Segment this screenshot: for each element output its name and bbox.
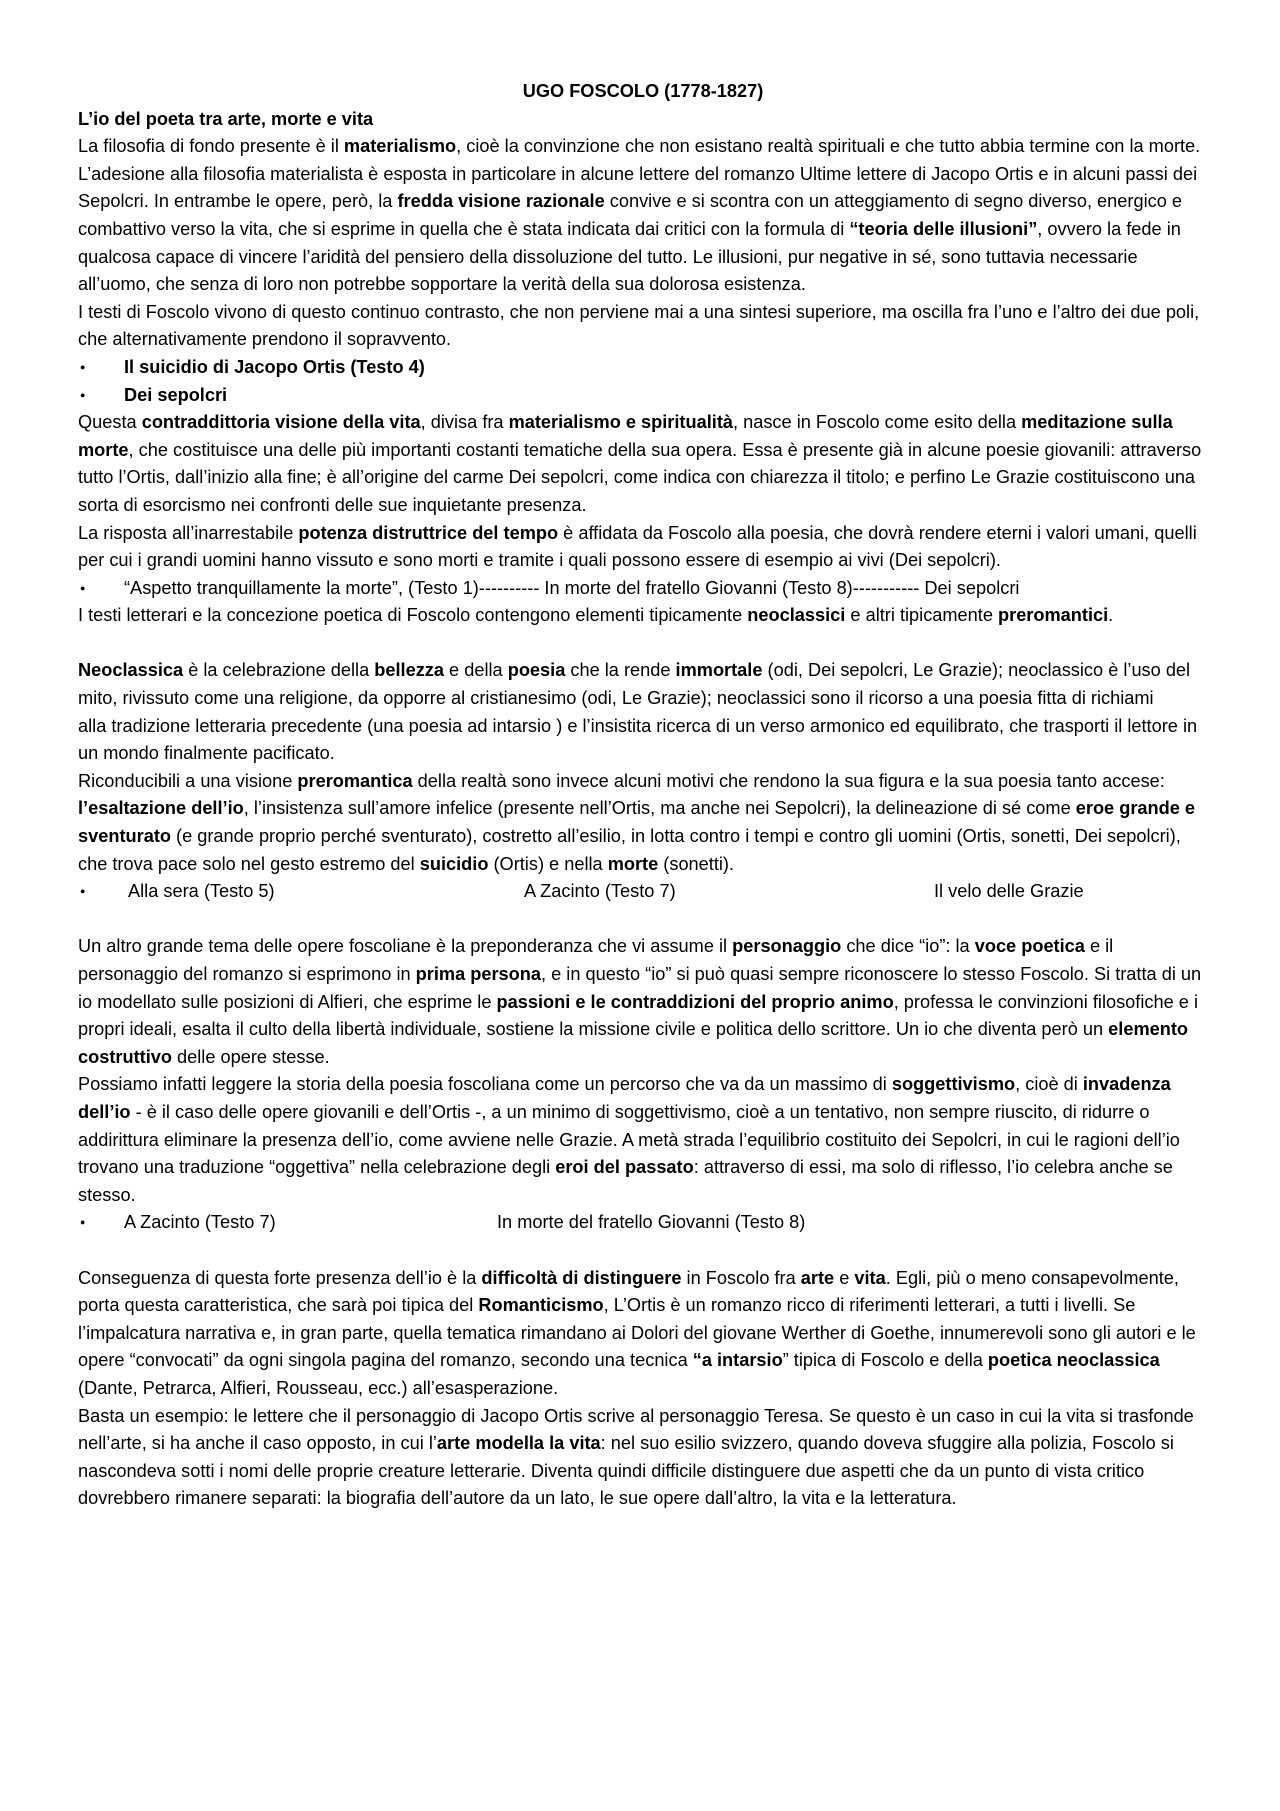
paragraph <box>78 933 1208 1071</box>
document-title: UGO FOSCOLO (1778-1827) <box>522 81 764 101</box>
bullet-item <box>78 382 1208 410</box>
text-run: e il personaggio del romanzo si esprimono in <box>78 936 1114 984</box>
paragraph <box>78 657 1208 712</box>
text-run: . Egli, più o meno consapevolmente, porta questa caratteristica, che sarà poi tipica del <box>78 1267 1179 1316</box>
bold-text: suicidio <box>419 853 489 874</box>
text-run: , l’insistenza sull’amore infelice (presente nell’Ortis, ma anche nei Sepolcri), la delineazione di sé come <box>243 798 1076 819</box>
text-run: (sonetti). <box>658 853 735 874</box>
paragraph <box>78 1265 1208 1403</box>
text-run: , professa le convinzioni filosofiche e i propri ideali, esalta il culto della libertà individuale, sostiene la missione civile e politica dello scrittore. Un io che diventa però un <box>78 991 1198 1040</box>
paragraph <box>78 133 1208 161</box>
bold-text: preromantici <box>998 605 1109 626</box>
bold-text: difficoltà di distinguere <box>481 1267 682 1288</box>
text-run: Basta un esempio: le lettere che il personaggio di Jacopo Ortis scrive al personaggio Teresa. Se questo è un caso in cui la vita si trasfonde nell’arte, si ha anche il caso opposto, in cui l’ <box>78 1405 1194 1454</box>
text-run: : nel suo esilio svizzero, quando doveva sfuggire alla polizia, Foscolo si nascondeva sotti i nomi delle proprie creature letterarie. Diventa quindi difficile distinguere due aspetti che da un punto di vista critico dovrebbero rimanere separati: la biografia dell’autore da un lato, le sue opere dall’altro, la vita e la letteratura. <box>78 1433 1174 1509</box>
text-run: , cioè di <box>1015 1074 1083 1095</box>
bold-text: materialismo e spiritualità <box>508 412 733 433</box>
bold-text: eroi del passato <box>555 1157 694 1178</box>
text-run: I testi letterari e la concezione poetica di Foscolo contengono elementi tipicamente <box>78 605 748 626</box>
text-run: - è il caso delle opere giovanili e dell’Ortis -, a un minimo di soggettivismo, cioè a un tentativo, non sempre riuscito, di ridurre o addirittura eliminare la presenza dell’io, come avviene nelle Grazie. A metà strada l’equilibrio costituito dei Sepolcri, in cui le ragioni dell’io trovano una traduzione “oggettiva” nella celebrazione degli <box>78 1101 1180 1178</box>
text-run: e altri tipicamente <box>845 605 998 626</box>
paragraph <box>78 602 1208 630</box>
text-run: è affidata da Foscolo alla poesia, che dovrà rendere eterni i valori umani, quelli per cui i grandi uomini hanno vissuto e sono morti e tramite i quali possono essere di esempio ai vivi (Dei sepolcri). <box>78 522 1197 571</box>
paragraph <box>78 1071 1208 1209</box>
paragraph <box>78 409 1208 519</box>
text-run: ” tipica di Foscolo e della <box>782 1350 988 1371</box>
text-run: , L’Ortis è un romanzo ricco di riferimenti letterari, a tutti i livelli. Se l’impalcatura narrativa e, in gran parte, quella tematica rimandano ai Dolori del giovane Werther di Goethe, innumerevoli sono gli autori e le opere “convocati” da ogni singola pagina del romanzo, secondo una tecnica <box>78 1295 1196 1371</box>
text-run: , nasce in Foscolo come esito della <box>733 412 1022 433</box>
spacer <box>78 630 1208 658</box>
text-run: e della <box>444 660 508 681</box>
text-run: (Ortis) e nella <box>488 853 608 874</box>
text-run: , che costituisce una delle più importanti costanti tematiche della sua opera. Essa è presente già in alcune poesie giovanili: attraverso tutto l’Ortis, dall’inizio alla fine; è all’origine del carme Dei sepolcri, come indica con chiarezza il titolo; e perfino Le Grazie costituiscono una sorta di esorcismo nei confronti delle sue inquietante presenza. <box>78 439 1202 515</box>
paragraph <box>78 299 1208 354</box>
paragraph <box>78 713 1208 768</box>
text-run: Un altro grande tema delle opere foscoliane è la preponderanza che vi assume il <box>78 936 733 957</box>
spacer <box>78 906 1208 934</box>
bold-text: arte <box>800 1267 835 1288</box>
text-run: L’adesione alla filosofia materialista è esposta in particolare in alcune lettere del romanzo Ultime lettere di Jacopo Ortis e in alcuni passi dei Sepolcri. In entrambe le opere, però, la <box>78 163 1198 212</box>
bold-text: meditazione sulla morte <box>78 412 1173 460</box>
bold-text: voce poetica <box>974 936 1085 957</box>
text-run: , ovvero la fede in qualcosa capace di vincere l’aridità del pensiero della dissoluzione del tutto. Le illusioni, pur negative in sé, sono tuttavia necessarie all’uomo, che senza di loro non potrebbe sopportare la verità della sua dolorosa esistenza. <box>78 218 1181 295</box>
text-run: (e grande proprio perché sventurato), costretto all’esilio, in lotta contro i tempi e contro gli uomini (Ortis, sonetti, Dei sepolcri), che trova pace solo nel gesto estremo del <box>78 826 1181 874</box>
text-run: convive e si scontra con un atteggiamento di segno diverso, energico e combattivo verso la vita, che si esprime in quella che è stata indicata dai critici con la formula di <box>78 191 1182 239</box>
spacer <box>78 1237 1208 1265</box>
bullet-item <box>78 878 1208 906</box>
text-run: La risposta all’inarrestabile <box>78 522 299 543</box>
paragraph <box>78 768 1208 878</box>
bullet-text: Dei sepolcri <box>124 384 228 405</box>
bullet-item <box>78 575 1208 603</box>
bold-text: eroe grande e sventurato <box>78 798 1196 847</box>
text-run: I testi di Foscolo vivono di questo continuo contrasto, che non perviene mai a una sintesi superiore, ma oscilla fra l’uno e l’altro dei due poli, che alternativamente prendono il sopravvento. <box>78 301 1200 350</box>
text-run: delle opere stesse. <box>171 1046 330 1067</box>
bold-text: poetica neoclassica <box>987 1350 1160 1371</box>
bullet-text: Il velo delle Grazie <box>934 881 1084 902</box>
text-run: Questa <box>78 412 142 433</box>
text-run: , e in questo “io” si può quasi sempre riconoscere lo stesso Foscolo. Si tratta di un io modellato sulle posizioni di Alfieri, che esprime le <box>78 964 1202 1012</box>
bullet-text: ● A Zacinto (Testo 7) <box>124 1212 276 1233</box>
text-run: è la celebrazione della <box>183 660 375 681</box>
text-run: che la rende <box>565 660 676 681</box>
text-run: Conseguenza di questa forte presenza dell’io è la <box>78 1267 482 1288</box>
bullet-text: Il suicidio di Jacopo Ortis (Testo 4) <box>124 356 425 377</box>
bold-text: invadenza dell’io <box>78 1074 1171 1122</box>
bullet-text: “Aspetto tranquillamente la morte”, (Testo 1)---------- In morte del fratello Giovanni (Testo 8)----------- Dei sepolcri <box>124 577 1020 598</box>
text-run: . <box>1108 605 1114 626</box>
bold-text: l’esaltazione dell’io <box>78 798 244 819</box>
bold-text: preromantica <box>297 770 413 791</box>
paragraph <box>78 161 1208 299</box>
text-run: della realtà sono invece alcuni motivi che rendono la sua figura e la sua poesia tanto accese: <box>412 770 1165 791</box>
bold-text: neoclassici <box>747 605 846 626</box>
section-subtitle: L’io del poeta tra arte, morte e vita <box>78 108 374 129</box>
document-page <box>78 78 1208 1513</box>
text-run: (Dante, Petrarca, Alfieri, Rousseau, ecc.) all’esasperazione. <box>78 1377 559 1398</box>
bold-text: Romanticismo <box>478 1295 604 1316</box>
paragraph <box>78 520 1208 575</box>
bold-text: soggettivismo <box>891 1074 1016 1095</box>
text-run: Riconducibili a una visione <box>78 770 298 791</box>
bold-text: passioni e le contraddizioni del proprio animo <box>496 991 894 1012</box>
text-run: alla tradizione letteraria precedente (una poesia ad intarsio ) e l’insistita ricerca di un verso armonico ed equilibrato, che trasporti il lettore in un mondo finalmente pacificato. <box>78 715 1198 764</box>
bold-text: morte <box>607 853 659 874</box>
bullet-text: A Zacinto (Testo 7) <box>524 881 676 902</box>
bold-text: “a intarsio <box>692 1350 783 1371</box>
bold-text: “teoria delle illusioni” <box>849 218 1038 239</box>
text-run: (odi, Dei sepolcri, Le Grazie); neoclassico è l’uso del mito, rivissuto come una religione, da opporre al cristianesimo (odi, Le Grazie); neoclassici sono il ricorso a una poesia fitta di richiami <box>78 660 1191 709</box>
text-run: che dice “io”: la <box>841 936 975 957</box>
paragraph <box>78 1403 1208 1513</box>
bullet-columns <box>124 1209 1208 1237</box>
bold-text: contraddittoria visione della vita <box>141 412 421 433</box>
text-run: La filosofia di fondo presente è il <box>78 136 344 157</box>
bullet-text: In morte del fratello Giovanni (Testo 8) <box>497 1212 806 1233</box>
text-run: e <box>834 1267 855 1288</box>
bold-text: prima persona <box>415 964 542 984</box>
bold-text: potenza distruttrice del tempo <box>298 522 559 543</box>
bullet-columns <box>124 878 1208 906</box>
bullet-item <box>78 354 1208 382</box>
text-run: : attraverso di essi, ma solo di riflesso, l’io celebra anche se stesso. <box>78 1157 1173 1205</box>
bullet-text: ● Alla sera (Testo 5) <box>128 881 275 902</box>
text-run: , divisa fra <box>420 412 509 433</box>
bold-text: fredda visione razionale <box>397 191 605 212</box>
bold-text: Neoclassica <box>78 660 184 681</box>
text-run: , cioè la convinzione che non esistano realtà spirituali e che tutto abbia termine con la morte. <box>456 136 1201 157</box>
bold-text: materialismo <box>343 136 457 157</box>
bold-text: personaggio <box>732 936 842 957</box>
bold-text: poesia <box>507 660 566 681</box>
bold-text: arte modella la vita <box>436 1433 601 1454</box>
bullet-item <box>78 1209 1208 1237</box>
text-run: Possiamo infatti leggere la storia della poesia foscoliana come un percorso che va da un massimo di <box>78 1074 892 1095</box>
bold-text: bellezza <box>374 660 444 681</box>
bold-text: immortale <box>675 660 763 681</box>
bold-text: elemento costruttivo <box>78 1019 1189 1067</box>
bold-text: vita <box>854 1267 886 1288</box>
text-run: in Foscolo fra <box>681 1267 801 1288</box>
